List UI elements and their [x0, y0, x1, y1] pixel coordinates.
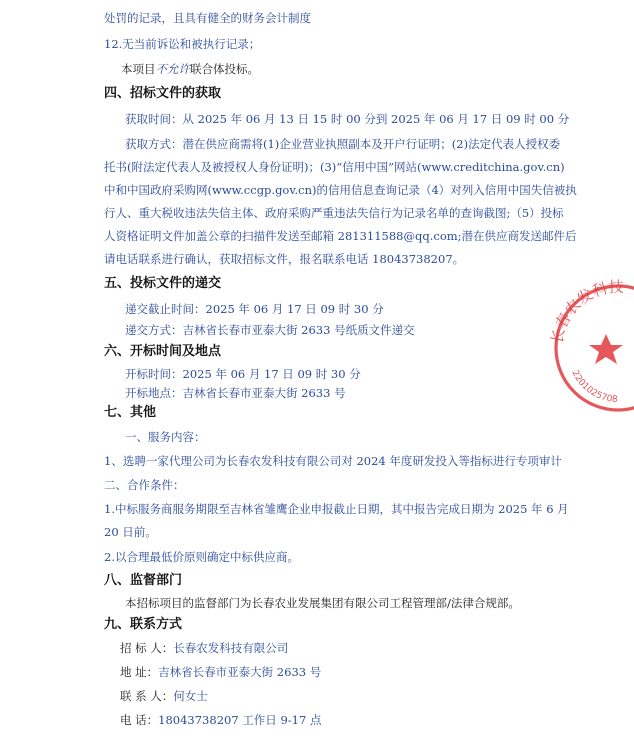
contact-label: 招 标 人： [120, 641, 174, 655]
note-suffix: 联合体投标。 [190, 62, 259, 76]
contact-row [120, 688, 208, 704]
subsection-title: 二、合作条件： [104, 478, 185, 492]
contact-row [120, 712, 321, 728]
contact-value: 长春农发科技有限公司 [173, 641, 289, 655]
supervision-text: 本招标项目的监督部门为长春农业发展集团有限公司工程管理部/法律合规部。 [125, 596, 520, 610]
note-emphasis: 不允许 [155, 62, 190, 76]
acquire-method-line: 中和中国政府采购网(www.ccgp.gov.cn)的信用信息查询记录（4）对列入信用中国失信被执 [104, 183, 577, 197]
contact-label: 电 话： [120, 713, 159, 727]
contact-label: 地 址： [120, 665, 159, 679]
star-icon [589, 334, 623, 364]
seal-name: 长春农发科技 [547, 277, 624, 346]
section-heading: 九、联系方式 [104, 617, 183, 632]
text-line: 处罚的记录，且具有健全的财务会计制度 [104, 11, 311, 25]
condition-item-cont: 20 日前。 [104, 525, 157, 539]
consortium-note [121, 61, 259, 77]
contact-value: 18043738207 工作日 9-17 点 [158, 713, 322, 727]
contact-value: 吉林省长春市亚泰大街 2633 号 [158, 665, 322, 679]
section-heading: 八、监督部门 [104, 573, 183, 588]
contact-row [120, 664, 321, 680]
acquire-method-line: 托书(附法定代表人及被授权人身份证明)；(3)“信用中国”网站(www.creditchina.gov.cn) [104, 160, 565, 174]
subsection-title: 一、服务内容： [125, 430, 206, 444]
condition-item: 2.以合理最低价原则确定中标供应商。 [104, 550, 299, 564]
seal-code: 2201025708 [569, 368, 618, 406]
text-line: 12.无当前诉讼和被执行记录； [104, 37, 261, 51]
contact-label: 联 系 人： [120, 689, 174, 703]
opening-place: 开标地点：吉林省长春市亚泰大街 2633 号 [125, 386, 346, 400]
acquire-method-line: 行人、重大税收违法失信主体、政府采购严重违法失信行为记录名单的查询截图;（5）投标 [104, 206, 564, 220]
acquire-method-line: 获取方式：潜在供应商需将(1)企业营业执照副本及开户行证明；(2)法定代表人授权委 [125, 137, 561, 151]
contact-row [120, 640, 288, 656]
official-seal-stamp [547, 277, 634, 412]
section-heading: 四、招标文件的获取 [104, 86, 222, 101]
submit-method: 递交方式：吉林省长春市亚泰大街 2633 号纸质文件递交 [125, 323, 415, 337]
section-heading: 五、投标文件的递交 [104, 276, 222, 291]
acquire-method-line: 请电话联系进行确认，获取招标文件，报名联系电话 18043738207。 [104, 252, 465, 266]
acquire-time: 获取时间：从 2025 年 06 月 13 日 15 时 00 分到 2025 年 06 月 17 日 09 时 00 分 [125, 112, 570, 126]
service-item: 1、选聘一家代理公司为长春农发科技有限公司对 2024 年度研发投入等指标进行专项审计 [104, 454, 562, 468]
section-heading: 七、其他 [104, 405, 157, 420]
section-heading: 六、开标时间及地点 [104, 344, 222, 359]
opening-time: 开标时间：2025 年 06 月 17 日 09 时 30 分 [125, 367, 361, 381]
acquire-method-line: 人资格证明文件加盖公章的扫描件发送至邮箱 281311588@qq.com;潜在供应商发送邮件后 [104, 229, 577, 243]
condition-item: 1.中标服务商服务期限至吉林省雏鹰企业申报截止日期，其中报告完成日期为 2025 年 6 月 [104, 502, 569, 516]
submit-deadline: 递交截止时间：2025 年 06 月 17 日 09 时 30 分 [125, 302, 384, 316]
note-prefix: 本项目 [121, 62, 156, 76]
contact-value: 何女士 [173, 689, 208, 703]
